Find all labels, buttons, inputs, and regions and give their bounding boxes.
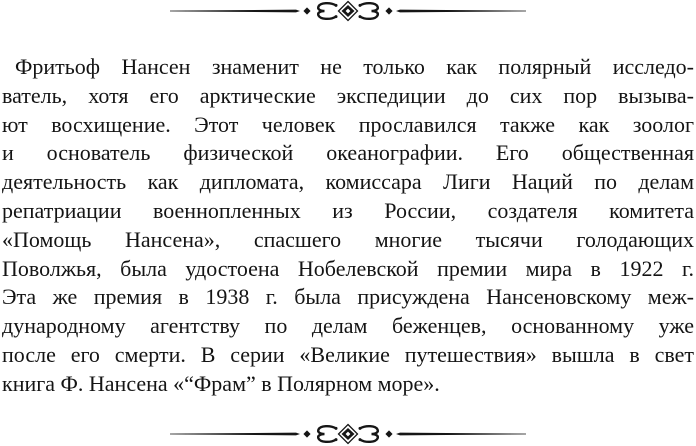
rosette-icon [339, 425, 358, 444]
ornament-divider-bottom [170, 423, 526, 445]
rosette-icon [339, 2, 358, 21]
left-diamond-icon [303, 7, 310, 14]
left-diamond-icon [303, 430, 310, 437]
text-line: Фритьоф Нансен знаменит не только как полярный исследо- [15, 54, 694, 79]
text-line: деятельность как дипломата, комиссара Лиги Наций по делам [2, 169, 694, 195]
left-rule [170, 10, 300, 13]
fleuron-divider-icon [170, 0, 526, 22]
right-rule [396, 10, 526, 13]
text-line: ватель, хотя его арктические экспедиции до сих пор вызыва- [2, 82, 694, 108]
text-line: и основатель физической океанографии. Его общественная [2, 140, 694, 166]
text-line: Поволжья, была удостоена Нобелевской премии мира в 1922 г. [2, 255, 694, 281]
paragraph [2, 53, 694, 399]
text-line: книга Ф. Нансена «“Фрам” в Полярном море». [2, 370, 440, 396]
left-scroll-icon [318, 426, 337, 442]
right-rule [396, 433, 526, 436]
text-line: дународному агентству по делам беженцев, основанному уже [2, 313, 694, 339]
text-line: после его смерти. В серии «Великие путешествия» вышла в свет [2, 341, 694, 367]
left-scroll-icon [318, 3, 337, 19]
right-scroll-icon [359, 426, 378, 442]
text-line: ют восхищение. Этот человек прославился также как зоолог [2, 111, 694, 137]
fleuron-divider-icon [170, 423, 526, 445]
right-diamond-icon [385, 7, 392, 14]
right-diamond-icon [385, 430, 392, 437]
ornament-divider-top [170, 0, 526, 22]
text-line: «Помощь Нансена», спасшего многие тысячи голодающих [2, 226, 694, 252]
text-line: Эта же премия в 1938 г. была присуждена Нансеновскому меж- [2, 284, 694, 310]
left-rule [170, 433, 300, 436]
text-line: репатриации военнопленных из России, создателя комитета [2, 197, 694, 223]
right-scroll-icon [359, 3, 378, 19]
